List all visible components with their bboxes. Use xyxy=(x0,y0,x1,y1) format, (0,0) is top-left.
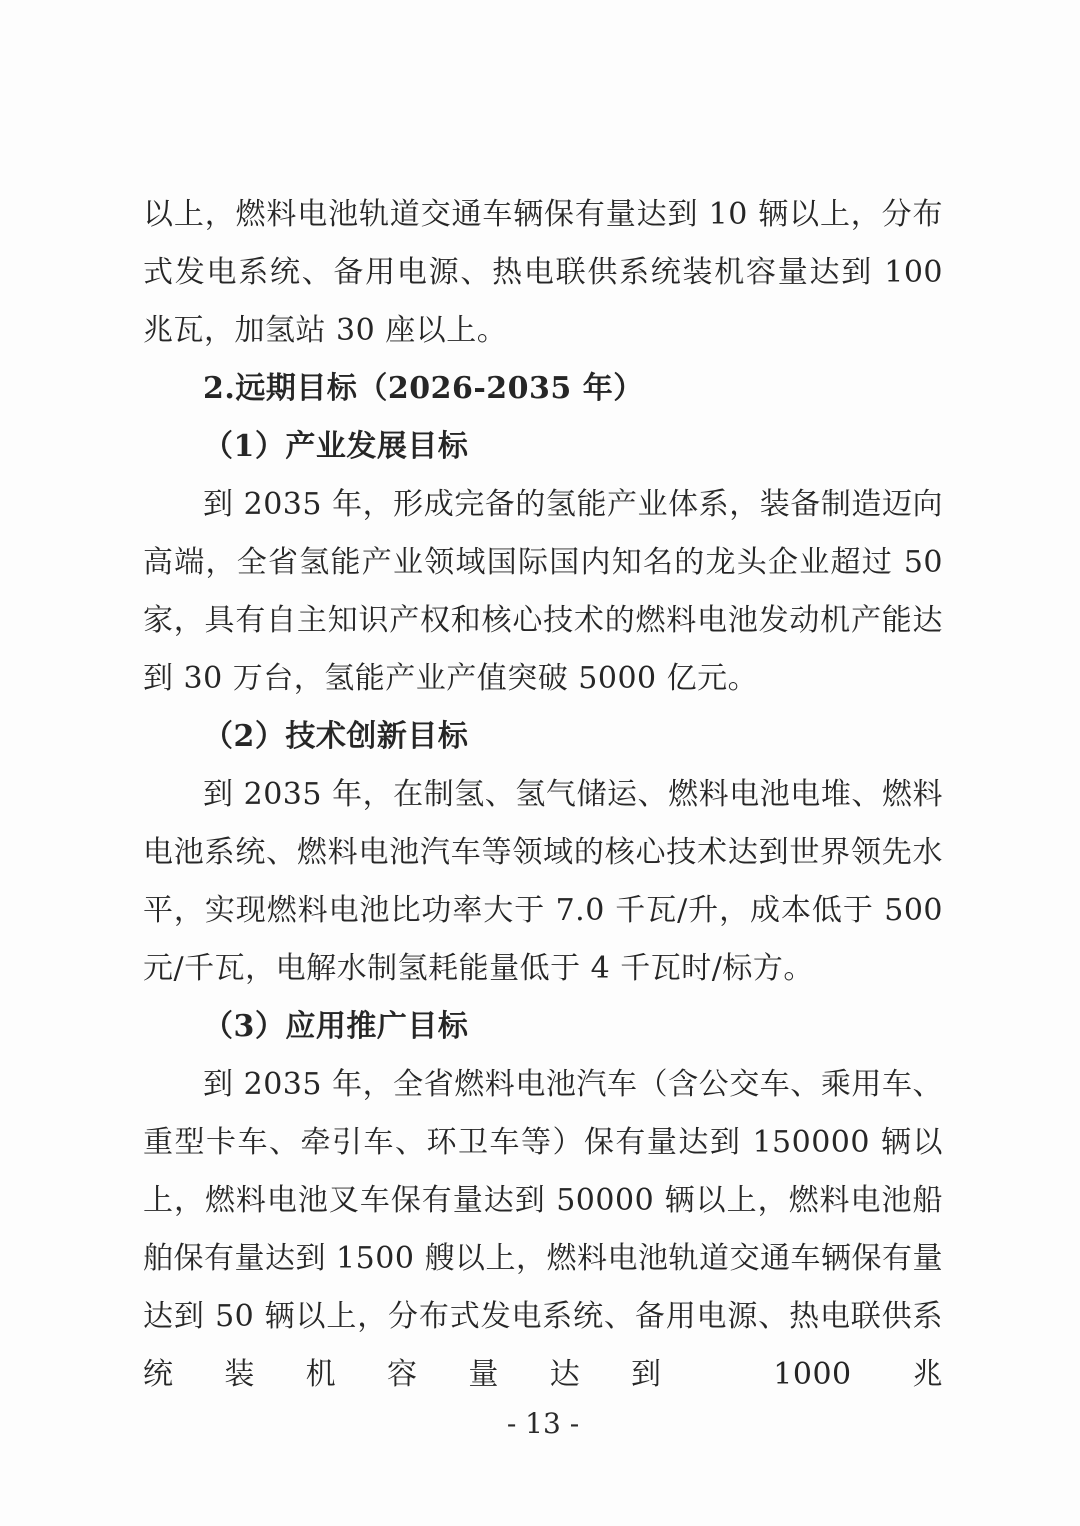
subheading-industry-development-goal: （1）产业发展目标 xyxy=(203,429,469,464)
paragraph-technology-innovation: 到 2035 年，在制氢、氢气储运、燃料电池电堆、燃料电池系统、燃料电池汽车等领域的核心技术达到世界领先水平，实现燃料电池比功率大于 7.0 千瓦/升，成本低于 500 元/千瓦，电解水制氢耗能量低于 4 千瓦时/标方。 xyxy=(143,777,943,986)
subheading-application-promotion-goal: （3）应用推广目标 xyxy=(203,1009,469,1044)
paragraph-application-promotion: 到 2035 年，全省燃料电池汽车（含公交车、乘用车、重型卡车、牵引车、环卫车等）保有量达到 150000 辆以上，燃料电池叉车保有量达到 50000 辆以上，燃料电池船舶保有量达到 1500 艘以上，燃料电池轨道交通车辆保有量达到 50 辆以上，分布式发电系统、备用电源、热电联供系统装机容量达到 1000 兆 xyxy=(143,1067,943,1392)
page-number: - 13 - xyxy=(506,1407,580,1440)
paragraph-industry-development: 到 2035 年，形成完备的氢能产业体系，装备制造迈向高端，全省氢能产业领域国际国内知名的龙头企业超过 50 家，具有自主知识产权和核心技术的燃料电池发动机产能达到 30 万台，氢能产业产值突破 5000 亿元。 xyxy=(143,487,943,696)
subheading-technology-innovation-goal: （2）技术创新目标 xyxy=(203,719,469,754)
section-heading-long-term-goals: 2.远期目标（2026-2035 年） xyxy=(203,371,644,406)
paragraph-continuation: 以上，燃料电池轨道交通车辆保有量达到 10 辆以上，分布式发电系统、备用电源、热电联供系统装机容量达到 100 兆瓦，加氢站 30 座以上。 xyxy=(143,197,943,348)
document-body xyxy=(143,186,943,1404)
